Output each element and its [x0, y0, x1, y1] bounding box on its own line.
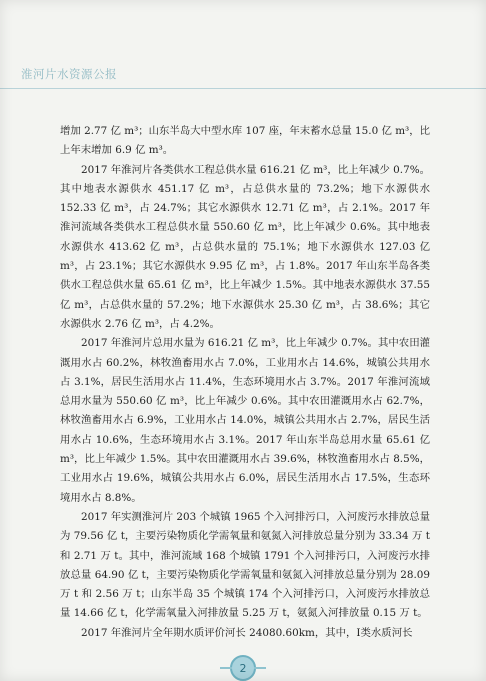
- paragraph: 增加 2.77 亿 m³；山东半岛大中型水库 107 座，年末蓄水总量 15.0 亿 m³，比上年末增加 6.9 亿 m³。: [60, 125, 430, 157]
- header-divider: [0, 88, 486, 89]
- page-number: [220, 655, 266, 681]
- page-number-ornament: [220, 667, 232, 669]
- paragraph: 2017 年淮河片全年期水质评价河长 24080.60km，其中，Ⅰ类水质河长: [81, 626, 413, 639]
- paragraph: 2017 年实测淮河片 203 个城镇 1965 个入河排污口，入河废污水排放总量为 79.56 亿 t，主要污染物质化学需氧量和氨氮入河排放总量分别为 33.34 万 t 和 2.71 万 t。其中，淮河流域 168 个城镇 1791 个入河排污口，入河废污水排放总量 64.90 亿 t，主要污染物质化学需氧量和氨氮入河排放总量分别为 28.09 万 t 和 2.56 万 t；山东半岛 35 个城镇 174 个入河排污口，入河废污水排放总量 14.66 亿 t，化学需氧量入河排放量 5.25 万 t，氨氮入河排放量 0.15 万 t。: [60, 510, 430, 620]
- page-number-badge: 2: [230, 655, 256, 681]
- body-text: [60, 122, 430, 643]
- paragraph: 2017 年淮河片各类供水工程总供水量 616.21 亿 m³，比上年减少 0.7%。其中地表水源供水 451.17 亿 m³，占总供水量的 73.2%；地下水源供水 152.33 亿 m³，占 24.7%；其它水源供水 12.71 亿 m³，占 2.1%。2017 年淮河流域各类供水工程总供水量 550.60 亿 m³，比上年减少 0.6%。其中地表水源供水 413.62 亿 m³，占总供水量的 75.1%；地下水源供水 127.03 亿 m³，占 23.1%；其它水源供水 9.95 亿 m³，占 1.8%。2017 年山东半岛各类供水工程总供水量 65.61 亿 m³，比上年减少 1.5%。其中地表水源供水 37.55 亿 m³，占总供水量的 57.2%；地下水源供水 25.30 亿 m³，占 38.6%；其它水源供水 2.76 亿 m³，占 4.2%。: [60, 163, 430, 330]
- page-number-ornament: [254, 667, 266, 669]
- header-title: 淮河片水资源公报: [21, 67, 117, 81]
- paragraph: 2017 年淮河片总用水量为 616.21 亿 m³，比上年减少 0.7%。其中农田灌溉用水占 60.2%，林牧渔畜用水占 7.0%，工业用水占 14.6%，城镇公共用水占 3.1%，居民生活用水占 11.4%，生态环境用水占 3.7%。2017 年淮河流域总用水量为 550.60 亿 m³，比上年减少 0.6%。其中农田灌溉用水占 62.7%，林牧渔畜用水占 6.9%，工业用水占 14.0%，城镇公共用水占 2.7%，居民生活用水占 10.6%，生态环境用水占 3.1%。2017 年山东半岛总用水量 65.61 亿 m³，比上年减少 1.5%。其中农田灌溉用水占 39.6%，林牧渔畜用水占 8.5%，工业用水占 19.6%，城镇公共用水占 6.0%，居民生活用水占 17.5%，生态环境用水占 8.8%。: [60, 337, 430, 504]
